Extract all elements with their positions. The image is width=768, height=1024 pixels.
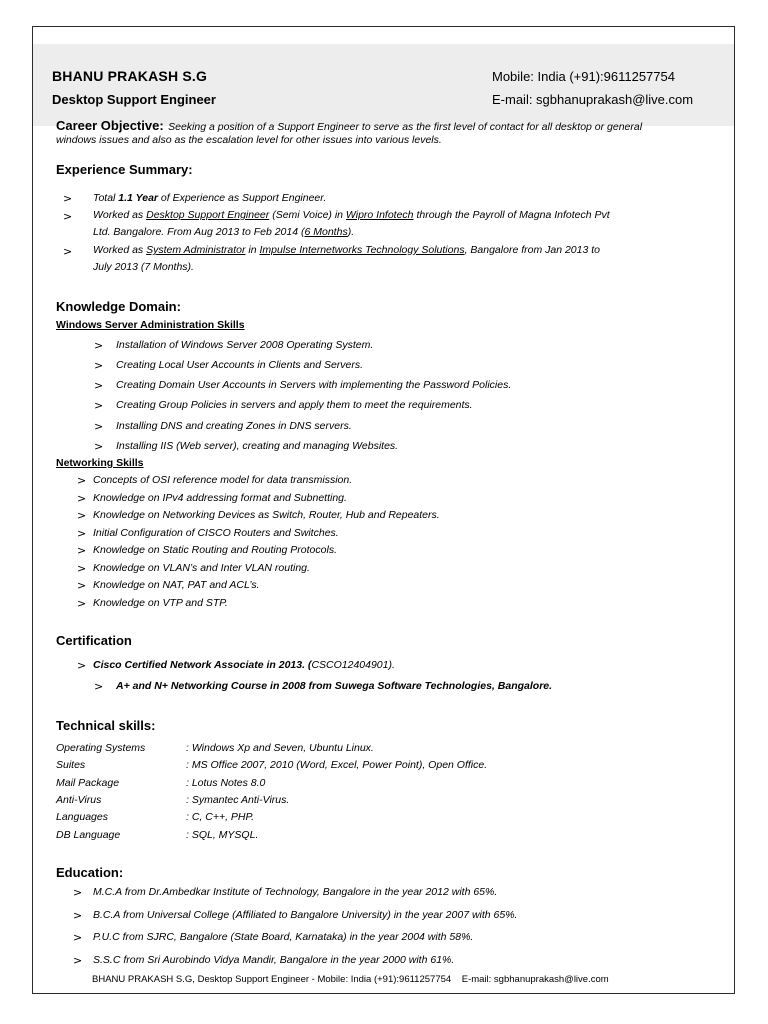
bullet-arrow-icon: > <box>77 579 87 592</box>
bullet-arrow-icon: > <box>94 440 104 453</box>
experience-item-2: Worked as Desktop Support Engineer (Semi Voice) in Wipro Infotech through the Payroll of Magna Infotech Pvt <box>93 209 610 221</box>
bullet-arrow-icon: > <box>94 339 104 352</box>
bullet-arrow-icon: > <box>73 931 83 944</box>
list-item: Knowledge on NAT, PAT and ACL’s. <box>93 579 260 591</box>
list-item: Installing DNS and creating Zones in DNS servers. <box>116 420 352 432</box>
skill-label: DB Language <box>56 829 121 841</box>
list-item: Knowledge on VTP and STP. <box>93 597 228 609</box>
experience-heading: Experience Summary: <box>56 162 193 177</box>
bullet-arrow-icon: > <box>77 659 87 672</box>
bullet-arrow-icon: > <box>77 492 87 505</box>
list-item: Concepts of OSI reference model for data transmission. <box>93 474 353 486</box>
skill-value: : Lotus Notes 8.0 <box>186 777 266 789</box>
bullet-arrow-icon: > <box>77 562 87 575</box>
list-item: Creating Group Policies in servers and apply them to meet the requirements. <box>116 399 473 411</box>
bullet-arrow-icon: > <box>94 680 104 693</box>
list-item: Knowledge on IPv4 addressing format and Subnetting. <box>93 492 347 504</box>
skill-value: : C, C++, PHP. <box>186 811 255 823</box>
list-item: M.C.A from Dr.Ambedkar Institute of Technology, Bangalore in the year 2012 with 65%. <box>93 886 498 898</box>
bullet-arrow-icon: > <box>73 954 83 967</box>
bullet-arrow-icon: > <box>73 886 83 899</box>
footer-email: E-mail: sgbhanuprakash@live.com <box>461 974 609 985</box>
bullet-arrow-icon: > <box>77 474 87 487</box>
list-item: Knowledge on Networking Devices as Switch, Router, Hub and Repeaters. <box>93 509 440 521</box>
bullet-arrow-icon: > <box>94 399 104 412</box>
candidate-name: BHANU PRAKASH S.G <box>52 68 208 84</box>
experience-item-1: Total 1.1 Year of Experience as Support Engineer. <box>93 192 327 204</box>
list-item: B.C.A from Universal College (Affiliated to Bangalore University) in the year 2007 with 65%. <box>93 909 518 921</box>
networking-skills-heading: Networking Skills <box>56 457 144 469</box>
list-item: Knowledge on Static Routing and Routing Protocols. <box>93 544 337 556</box>
list-item: Creating Local User Accounts in Clients and Servers. <box>116 359 364 371</box>
skill-label: Anti-Virus <box>56 794 102 806</box>
skill-value: : MS Office 2007, 2010 (Word, Excel, Power Point), Open Office. <box>186 759 488 771</box>
certification-heading: Certification <box>56 633 132 648</box>
bullet-arrow-icon: > <box>63 210 73 223</box>
bullet-arrow-icon: > <box>94 359 104 372</box>
bullet-arrow-icon: > <box>77 509 87 522</box>
experience-item-3-line-2: July 2013 (7 Months). <box>93 261 194 273</box>
career-objective-text-2: windows issues and also as the escalation level for other issues into various levels. <box>56 134 442 146</box>
bullet-arrow-icon: > <box>73 909 83 922</box>
candidate-role: Desktop Support Engineer <box>52 92 216 107</box>
education-heading: Education: <box>56 865 124 880</box>
career-objective-heading: Career Objective: <box>56 118 164 133</box>
skill-value: : Windows Xp and Seven, Ubuntu Linux. <box>186 742 374 754</box>
skill-value: : Symantec Anti-Virus. <box>186 794 290 806</box>
experience-item-2-line-2: Ltd. Bangalore. From Aug 2013 to Feb 2014 (6 Months). <box>93 226 355 238</box>
certification-item-networking: A+ and N+ Networking Course in 2008 from Suwega Software Technologies, Bangalore. <box>116 680 553 692</box>
windows-skills-heading: Windows Server Administration Skills <box>56 319 245 331</box>
list-item: Knowledge on VLAN’s and Inter VLAN routing. <box>93 562 310 574</box>
list-item: Installing IIS (Web server), creating and managing Websites. <box>116 440 399 452</box>
list-item: P.U.C from SJRC, Bangalore (State Board, Karnataka) in the year 2004 with 58%. <box>93 931 474 943</box>
skill-label: Languages <box>56 811 108 823</box>
bullet-arrow-icon: > <box>63 192 73 205</box>
bullet-arrow-icon: > <box>77 544 87 557</box>
skill-label: Mail Package <box>56 777 120 789</box>
skill-label: Suites <box>56 759 86 771</box>
list-item: S.S.C from Sri Aurobindo Vidya Mandir, Bangalore in the year 2000 with 61%. <box>93 954 455 966</box>
experience-item-3: Worked as System Administrator in Impulse Internetworks Technology Solutions, Bangalore from Jan 2013 to <box>93 244 600 256</box>
email-address: E-mail: sgbhanuprakash@live.com <box>492 92 694 107</box>
bullet-arrow-icon: > <box>94 379 104 392</box>
list-item: Installation of Windows Server 2008 Operating System. <box>116 339 374 351</box>
bullet-arrow-icon: > <box>63 245 73 258</box>
resume-header <box>33 44 734 126</box>
skill-value: : SQL, MYSQL. <box>186 829 259 841</box>
skill-label: Operating Systems <box>56 742 146 754</box>
bullet-arrow-icon: > <box>77 597 87 610</box>
bullet-arrow-icon: > <box>77 527 87 540</box>
list-item: Initial Configuration of CISCO Routers and Switches. <box>93 527 339 539</box>
page-footer <box>92 974 609 985</box>
list-item: Creating Domain User Accounts in Servers with implementing the Password Policies. <box>116 379 512 391</box>
mobile-number: Mobile: India (+91):9611257754 <box>492 69 675 84</box>
bullet-arrow-icon: > <box>94 420 104 433</box>
knowledge-heading: Knowledge Domain: <box>56 299 181 314</box>
career-objective-text-1: Seeking a position of a Support Engineer to serve as the first level of contact for all desktop or general <box>168 121 643 133</box>
footer-contact: BHANU PRAKASH S.G, Desktop Support Engineer - Mobile: India (+91):9611257754 <box>92 974 452 985</box>
certification-item-ccna: Cisco Certified Network Associate in 2013. (CSCO12404901). <box>93 659 395 671</box>
technical-skills-heading: Technical skills: <box>56 718 156 733</box>
